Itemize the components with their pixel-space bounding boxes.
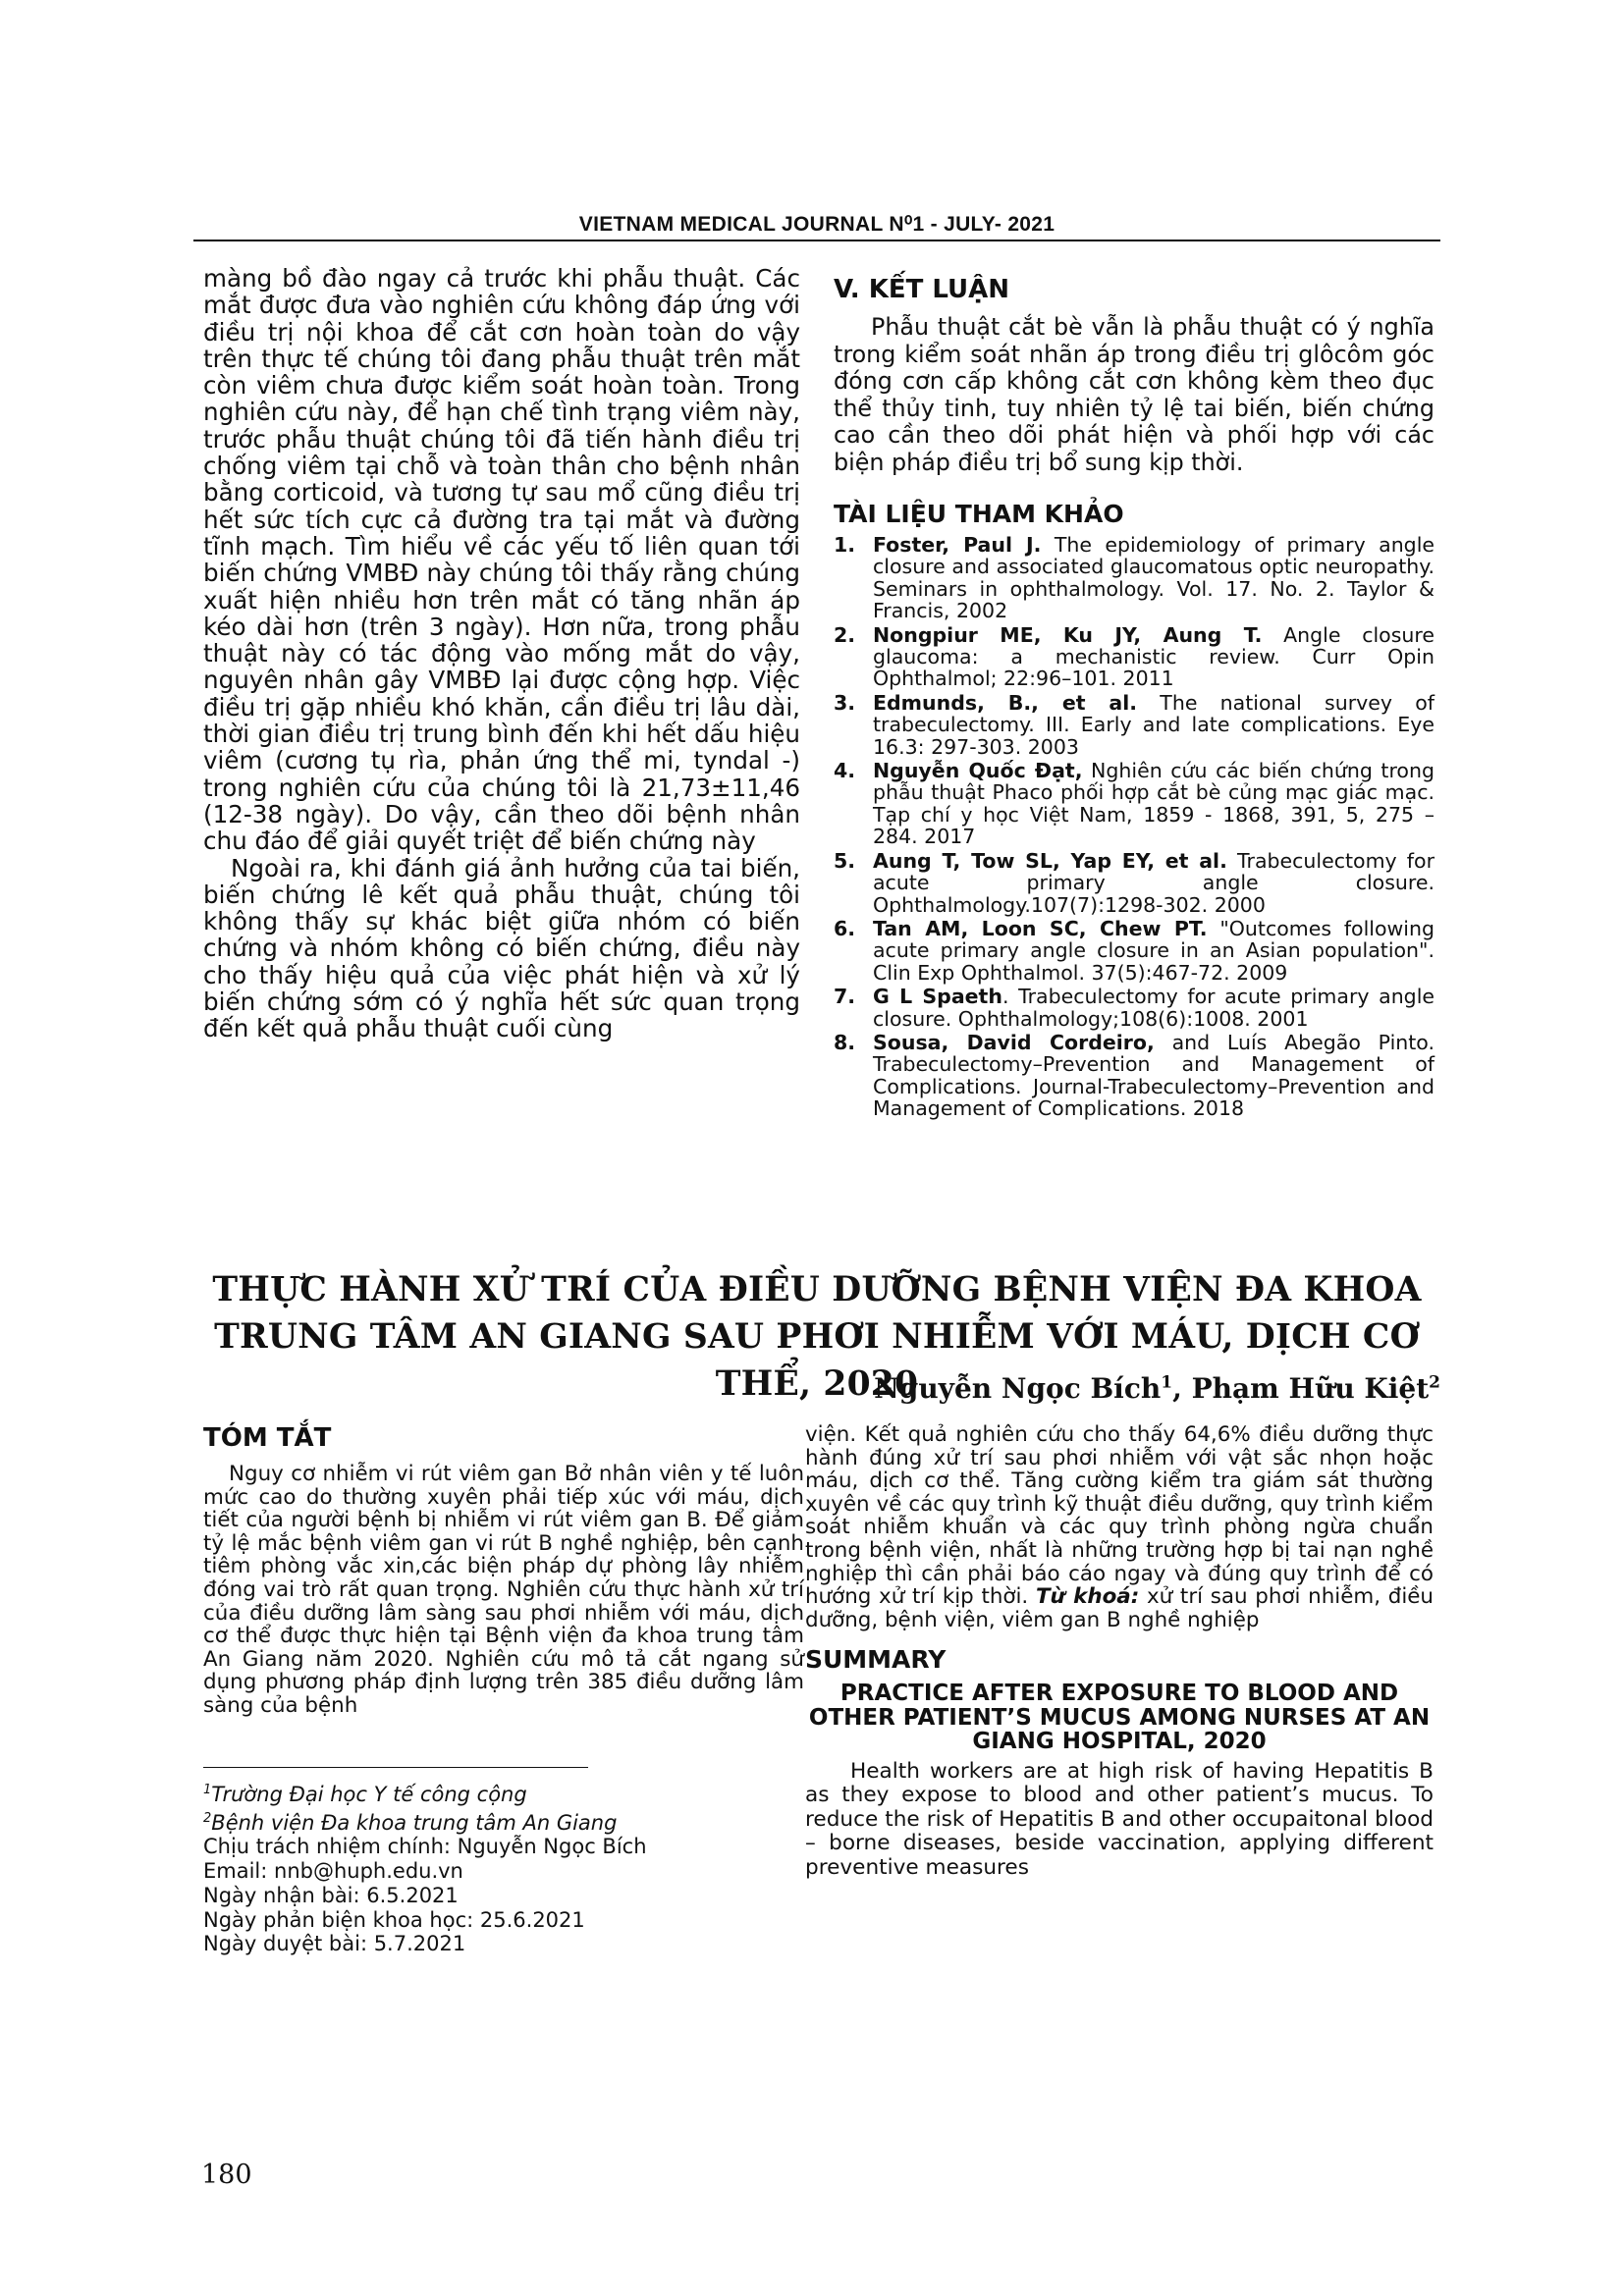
body-paragraph-1: màng bồ đào ngay cả trước khi phẫu thuật. Các mắt được đưa vào nghiên cứu không đáp ứng với điều trị nội khoa để cắt cơn hoàn toàn do vậy trên thực tế chúng tôi đang phẫu thuật trên mắt còn viêm chưa được kiểm soát hoàn toàn. Trong nghiên cứu này, để hạn chế tình trạng viêm này, trước phẫu thuật chúng tôi đã tiến hành điều trị chống viêm tại chỗ và toàn thân cho bệnh nhân bằng corticoid, và tương tự sau mổ cũng điều trị hết sức tích cực cả đường tra tại mắt và đường tĩnh mạch. Tìm hiểu về các yếu tố liên quan tới biến chứng VMBĐ này chúng tôi thấy rằng chúng xuất hiện nhiều hơn trên mắt có tăng nhãn áp kéo dài hơn (trên 3 ngày). Hơn nữa, trong phẫu thuật này có tác động vào mống mắt do vậy, nguyên nhân gây VMBĐ lại được cộng hợp. Việc điều trị gặp nhiều khó khăn, cần điều trị lâu dài, thời gian điều trị trung bình đến khi hết dấu hiệu viêm (cương tụ rìa, phản ứng thể mi, tyndal -) trong nghiên cứu của chúng tôi là 21,73±11,46 (12-38 ngày). Do vậy, cần theo dõi bệnh nhân chu đáo để giải quyết triệt để biến chứng này (203, 264, 800, 856)
footnote-affiliation-1: $^1$Trường Đại học Y tế công cộng (203, 1783, 527, 1806)
reference-list (834, 534, 1435, 1120)
footnote-rule (203, 1767, 588, 1768)
references-heading: TÀI LIỆU THAM KHẢO (834, 500, 1124, 528)
keywords: xử trí sau phơi nhiễm, điều dưỡng, bệnh viện, viêm gan B nghề nghiệp (805, 1584, 1434, 1632)
abstract-right (805, 1423, 1434, 1880)
footnote-received: Ngày nhận bài: 6.5.2021 (203, 1883, 459, 1907)
affiliation-marker: 2 (1429, 1372, 1440, 1393)
footnotes (203, 1779, 804, 1956)
article-title-line-2: TRUNG TÂM AN GIANG SAU PHƠI NHIỄM VỚI MÁU, DỊCH CƠ THỂ, 2020 (214, 1317, 1420, 1404)
affiliation-marker: 1 (1161, 1372, 1173, 1393)
body-paragraph-2: Ngoài ra, khi đánh giá ảnh hưởng của tai biến, biến chứng lê kết quả phẫu thuật, chúng tôi không thấy sự khác biệt giữa nhóm có biến chứng và nhóm không có biến chứng, điều này cho thấy hiệu quả của việc phát hiện và xử lý biến chứng sớm có ý nghĩa hết sức quan trọng đến kết quả phẫu thuật cuối cùng (203, 853, 800, 1043)
footnote-affiliation-2: $^2$Bệnh viện Đa khoa trung tâm An Giang (203, 1810, 618, 1835)
summary-title: PRACTICE AFTER EXPOSURE TO BLOOD AND OTHER PATIENT’S MUCUS AMONG NURSES AT AN GIANG HOSPITAL, 2020 (808, 1681, 1431, 1755)
author-name: Nguyễn Ngọc Bích (874, 1372, 1162, 1405)
right-column-top (834, 275, 1435, 1122)
reference-item: 2. Nongpiur ME, Ku JY, Aung T. Angle closure glaucoma: a mechanistic review. Curr Opin Ophthalmol; 22:96–101. 2011 (834, 622, 1435, 691)
reference-item: 5. Aung T, Tow SL, Yap EY, et al. Trabeculectomy for acute primary angle closure. Ophthalmology.107(7):1298-302. 2000 (834, 848, 1435, 917)
footnote-reviewed: Ngày phản biện khoa học: 25.6.2021 (203, 1907, 585, 1932)
reference-item: 6. Tan AM, Loon SC, Chew PT. "Outcomes following acute primary angle closure in an Asian population". Clin Exp Ophthalmol. 37(5):467-72. 2009 (834, 916, 1435, 985)
abstract-left (203, 1423, 804, 1718)
conclusion-heading: V. KẾT LUẬN (834, 275, 1010, 304)
conclusion-body: Phẫu thuật cắt bè vẫn là phẫu thuật có ý nghĩa trong kiểm soát nhãn áp trong điều trị glôcôm góc đóng cơn cấp không cắt cơn không kèm theo đục thể thủy tinh, tuy nhiên tỷ lệ tai biến, biến chứng cao cần theo dõi phát hiện và phối hợp với các biện pháp điều trị bổ sung kịp thời. (834, 313, 1435, 476)
reference-item: 8. Sousa, David Cordeiro, and Luís Abegão Pinto. Trabeculectomy–Prevention and Management of Complications. Journal-Trabeculectomy–Prevention and Management of Complications. 2018 (834, 1030, 1435, 1121)
reference-item: 7. G L Spaeth. Trabeculectomy for acute primary angle closure. Ophthalmology;108(6):1008. 2001 (834, 985, 1435, 1031)
abstract-heading: TÓM TẮT (203, 1423, 332, 1453)
left-column-top (203, 265, 800, 1042)
summary-body: Health workers are at high risk of having Hepatitis B as they expose to blood and other patient’s mucus. To reduce the risk of Hepatitis B and other occupaitonal blood – borne diseases, beside vaccination, applying different preventive measures (805, 1758, 1434, 1880)
page-number: 180 (201, 2160, 252, 2190)
author-list (874, 1372, 1440, 1405)
footnote-accepted: Ngày duyệt bài: 5.7.2021 (203, 1932, 466, 1956)
running-header: VIETNAM MEDICAL JOURNAL N⁰1 - JULY- 2021 (578, 213, 1056, 236)
reference-item: 4. Nguyễn Quốc Đạt, Nghiên cứu các biến chứng trong phẫu thuật Phaco phối hợp cắt bè củng mạc giác mạc. Tạp chí y học Việt Nam, 1859 - 1868, 391, 5, 275 – 284. 2017 (834, 759, 1435, 849)
article-title-line-1: THỰC HÀNH XỬ TRÍ CỦA ĐIỀU DƯỠNG BỆNH VIỆN ĐA KHOA (212, 1270, 1422, 1309)
abstract-body-left: Nguy cơ nhiễm vi rút viêm gan Bở nhân viên y tế luôn mức cao do thường xuyên phải tiếp xúc với máu, dịch tiết của người bệnh bị nhiễm vi rút viêm gan B. Để giảm tỷ lệ mắc bệnh viêm gan vi rút B nghề nghiệp, bên cạnh tiêm phòng vắc xin,các biện pháp dự phòng lây nhiễm đóng vai trò rất quan trọng. Nghiên cứu thực hành xử trí của điều dưỡng lâm sàng sau phơi nhiễm với máu, dịch cơ thể được thực hiện tại Bệnh viện đa khoa trung tâm An Giang năm 2020. Nghiên cứu mô tả cắt ngang sử dụng phương pháp định lượng trên 385 điều dưỡng lâm sàng của bệnh (203, 1462, 804, 1718)
footnote-corresponding: Chịu trách nhiệm chính: Nguyễn Ngọc Bích (203, 1835, 647, 1859)
footnote-email: Email: nnb@huph.edu.vn (203, 1859, 463, 1884)
author-name: Phạm Hữu Kiệt (1191, 1372, 1430, 1405)
abstract-body-right: viện. Kết quả nghiên cứu cho thấy 64,6% điều dưỡng thực hành đúng xử trí sau phơi nhiễm với vật sắc nhọn hoặc máu, dịch cơ thể. Tăng cường kiểm tra giám sát thường xuyên về các quy trình kỹ thuật điều dưỡng, quy trình kiểm soát nhiễm khuẩn và các quy trình phòng ngừa chuẩn trong bệnh viện, nhất là những trường hợp bị tai nạn nghề nghiệp thì cần phải báo cáo ngay và đúng quy trình để có hướng xử trí kịp thời. Từ khoá: xử trí sau phơi nhiễm, điều dưỡng, bệnh viện, viêm gan B nghề nghiệp (805, 1422, 1434, 1632)
author-separator: , (1172, 1372, 1192, 1405)
reference-item: 3. Edmunds, B., et al. The national survey of trabeculectomy. III. Early and late complications. Eye 16.3: 297-303. 2003 (834, 690, 1435, 759)
summary-heading: SUMMARY (805, 1645, 947, 1675)
reference-item: 1. Foster, Paul J. The epidemiology of primary angle closure and associated glaucomatous optic neuropathy. Seminars in ophthalmology. Vol. 17. No. 2. Taylor & Francis, 2002 (834, 533, 1435, 623)
keywords-label: Từ khoá: (1035, 1584, 1140, 1610)
header-rule (193, 240, 1440, 241)
